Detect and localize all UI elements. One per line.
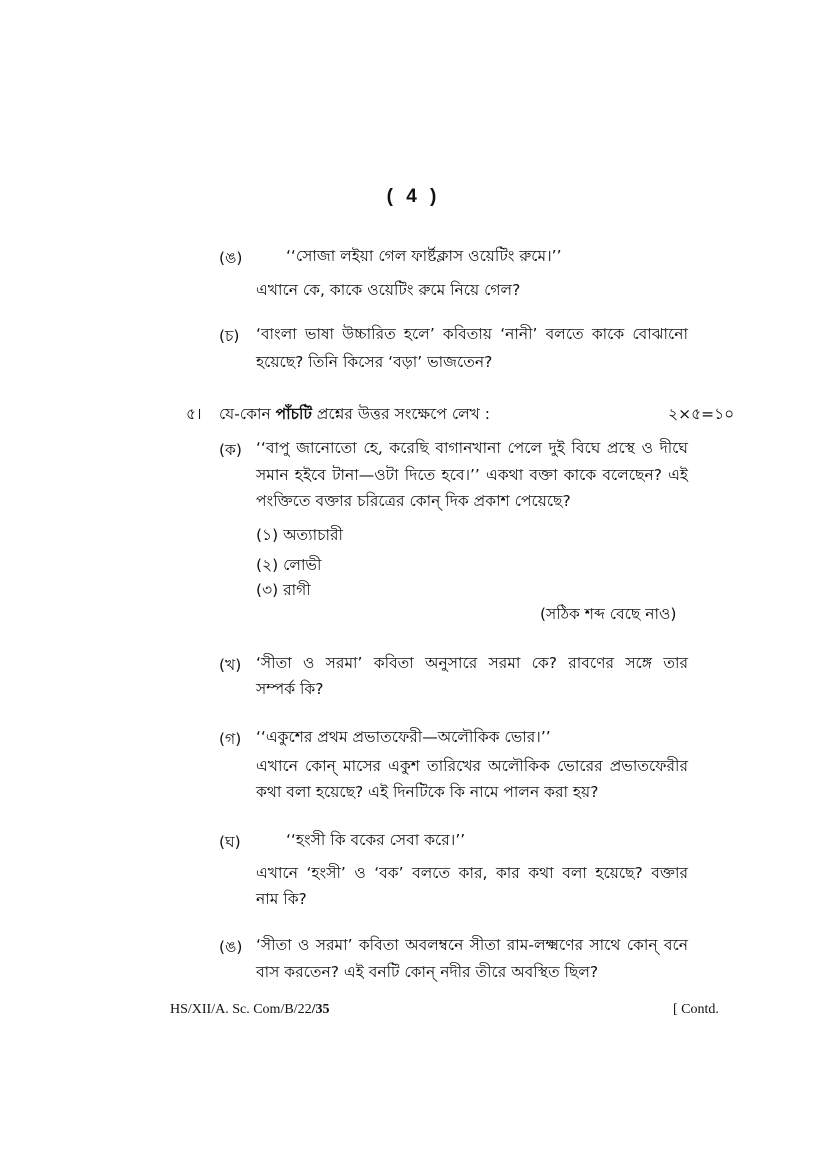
item-gha-quote: ‘‘হংসী কি বকের সেবা করে।’’ [286, 831, 466, 849]
item-label-ga: (গ) [219, 730, 242, 748]
item-ka-option-2: (২) লোভী [256, 556, 322, 574]
item-ga-line1: এখানে কোন্ মাসের একুশ তারিখের অলৌকিক ভোরের প্রভাতফেরীর [256, 757, 688, 775]
item-label-ng: (ঙ) [219, 249, 243, 267]
item-gha-line1: এখানে ‘হংসী’ ও ‘বক’ বলতে কার, কার কথা বলা হয়েছে? বক্তার [256, 864, 688, 882]
footer-code-suffix: /35 [311, 1002, 330, 1017]
item-kha-line1: ‘সীতা ও সরমা’ কবিতা অনুসারে সরমা কে? রাবণের সঙ্গে তার [256, 654, 688, 672]
question-5-marks: ২×৫=১০ [668, 405, 735, 423]
item-cha-line1: ‘বাংলা ভাষা উচ্চারিত হলে’ কবিতায় ‘নানী’ বলতে কাকে বোঝানো [256, 325, 688, 343]
item-ka-instruction: (সঠিক শব্দ বেছে নাও) [540, 605, 677, 623]
item-ka-line2: সমান হইবে টানা—ওটা দিতে হবে।’’ একথা বক্তা কাকে বলেছেন? এই [256, 466, 688, 484]
item-ng2-line2: বাস করতেন? এই বনটি কোন্ নদীর তীরে অবস্থিত ছিল? [256, 963, 599, 981]
footer-code [170, 1002, 329, 1018]
item-cha-line2: হয়েছে? তিনি কিসের ‘বড়া’ ভাজতেন? [256, 353, 493, 371]
item-ga-line2: কথা বলা হয়েছে? এই দিনটিকে কি নামে পালন করা হয়? [256, 783, 599, 801]
item-label-kha: (খ) [219, 656, 242, 674]
item-ka-option-3: (৩) রাগী [256, 581, 311, 599]
question-5-text-before: যে-কোন [219, 405, 271, 423]
item-ng2-line1: ‘সীতা ও সরমা’ কবিতা অবলম্বনে সীতা রাম-লক্ষ্মণের সাথে কোন্ বনে [256, 936, 688, 954]
item-label-ka: (ক) [219, 441, 242, 459]
item-ka-line3: পংক্তিতে বক্তার চরিত্রের কোন্ দিক প্রকাশ পেয়েছে? [256, 492, 571, 510]
item-ka-line1: ‘‘বাপু জানোতো হে, করেছি বাগানখানা পেলে দুই বিঘে প্রস্থে ও দীঘে [256, 439, 688, 457]
question-5-text-after: প্রশ্নের উত্তর সংক্ষেপে লেখ : [316, 405, 491, 423]
item-label-ng2: (ঙ) [219, 938, 243, 956]
item-kha-line2: সম্পর্ক কি? [256, 680, 324, 698]
item-ka-option-1: (১) অত্যাচারী [256, 526, 343, 544]
item-ga-quote: ‘‘একুশের প্রথম প্রভাতফেরী—অলৌকিক ভোর।’’ [256, 728, 551, 746]
footer-code-prefix: HS/XII/A. Sc. Com/B/22 [170, 1002, 312, 1017]
question-number-5: ৫। [186, 405, 202, 423]
question-5-text-bold: পাঁচটি [275, 405, 312, 423]
item-label-cha: (চ) [219, 327, 240, 345]
item-ng-question: এখানে কে, কাকে ওয়েটিং রুমে নিয়ে গেল? [256, 281, 521, 299]
page-number: ( 4 ) [386, 186, 441, 207]
item-gha-line2: নাম কি? [256, 890, 307, 908]
footer-contd: [ Contd. [673, 1002, 719, 1017]
item-label-gha: (ঘ) [219, 833, 241, 851]
question-5-prompt [219, 407, 490, 423]
item-ng-quote: ‘‘সোজা লইয়া গেল ফার্ষ্টক্লাস ওয়েটিং রুমে।’’ [286, 247, 562, 265]
